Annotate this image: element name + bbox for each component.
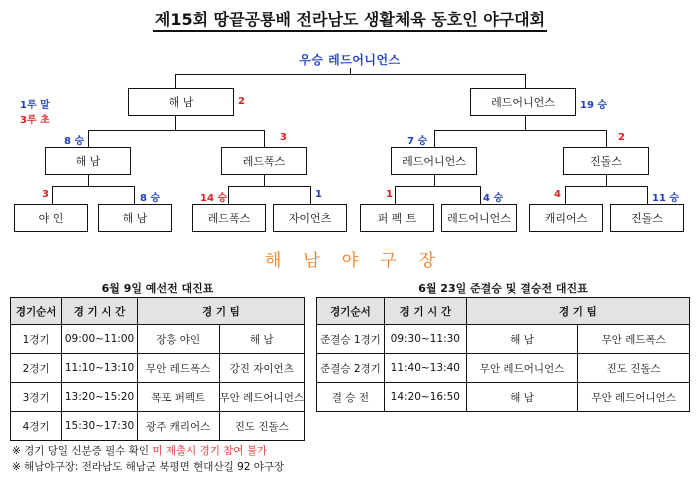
cell-time: 14:20~16:50 xyxy=(384,383,466,412)
table-row xyxy=(11,412,305,441)
cell-order: 준결승 2경기 xyxy=(317,354,385,383)
final-note-bottom: 3루 초 xyxy=(20,115,50,126)
cell-order: 1경기 xyxy=(11,325,62,354)
cell-time: 11:10~13:10 xyxy=(62,354,138,383)
r1-team-8: 진돌스 xyxy=(610,204,684,232)
note-id-warning: 미 제출시 경기 참여 불가 xyxy=(152,445,268,457)
table-header-row xyxy=(11,298,305,325)
cell-team1: 무안 레드폭스 xyxy=(137,354,219,383)
final-score-left: 2 xyxy=(238,96,245,107)
semi-score-4: 2 xyxy=(618,132,625,143)
header-teams: 경 기 팀 xyxy=(466,298,689,325)
semi-team-2: 레드폭스 xyxy=(221,147,307,175)
venue-title: 해남야구장 xyxy=(264,251,458,271)
cell-team2: 무안 레드폭스 xyxy=(578,325,690,354)
right-schedule-table xyxy=(316,297,690,412)
table-row xyxy=(317,354,690,383)
r1-team-7: 캐리어스 xyxy=(529,204,603,232)
left-schedule-table xyxy=(10,297,305,441)
page-title: 제15회 땅끝공룡배 전라남도 생활체육 동호인 야구대회 xyxy=(0,7,700,30)
cell-team2: 해 남 xyxy=(219,325,305,354)
cell-team2: 강진 자이언츠 xyxy=(219,354,305,383)
semi-score-2: 3 xyxy=(280,132,287,143)
r1-score-1: 3 xyxy=(42,189,49,200)
cell-team2: 무안 레드어니언스 xyxy=(578,383,690,412)
winner-label: 우승 레드어니언스 xyxy=(299,53,401,67)
cell-team1: 무안 레드어니언스 xyxy=(466,354,578,383)
cell-order: 준결승 1경기 xyxy=(317,325,385,354)
cell-time: 13:20~15:20 xyxy=(62,383,138,412)
r1-score-3: 14 승 xyxy=(200,193,228,204)
note-id-required xyxy=(12,443,267,458)
semi-score-3: 7 승 xyxy=(407,136,428,147)
cell-team2: 진도 진돌스 xyxy=(578,354,690,383)
cell-team1: 해 남 xyxy=(466,383,578,412)
left-table-caption: 6월 9일 예선전 대진표 xyxy=(101,282,214,295)
note-id-text: ※ 경기 당일 신분증 필수 확인 xyxy=(12,445,153,457)
final-team-left: 해 남 xyxy=(128,88,234,116)
r1-score-5: 1 xyxy=(386,189,393,200)
cell-time: 11:40~13:40 xyxy=(384,354,466,383)
table-row xyxy=(11,383,305,412)
cell-order: 4경기 xyxy=(11,412,62,441)
header-order: 경기순서 xyxy=(11,298,62,325)
r1-team-1: 야 인 xyxy=(14,204,88,232)
semi-team-4: 진돌스 xyxy=(563,147,649,175)
table-row xyxy=(11,325,305,354)
r1-score-6: 4 승 xyxy=(483,193,504,204)
right-table-caption: 6월 23일 준결승 및 결승전 대진표 xyxy=(418,282,588,295)
header-time: 경 기 시 간 xyxy=(384,298,466,325)
header-order: 경기순서 xyxy=(317,298,385,325)
cell-order: 2경기 xyxy=(11,354,62,383)
note-venue-address: ※ 해남야구장: 전라남도 해남군 북평면 현대산길 92 야구장 xyxy=(12,461,285,473)
table-row xyxy=(317,383,690,412)
r1-team-3: 레드폭스 xyxy=(192,204,266,232)
final-note-top: 1루 말 xyxy=(20,100,50,111)
header-teams: 경 기 팀 xyxy=(137,298,304,325)
r1-team-4: 자이언츠 xyxy=(273,204,347,232)
table-row xyxy=(11,354,305,383)
cell-team2: 무안 레드어니언스 xyxy=(219,383,305,412)
r1-team-2: 해 남 xyxy=(98,204,172,232)
semi-score-1: 8 승 xyxy=(64,136,85,147)
r1-team-5: 퍼 펙 트 xyxy=(360,204,434,232)
cell-time: 09:00~11:00 xyxy=(62,325,138,354)
cell-order: 결 승 전 xyxy=(317,383,385,412)
r1-score-7: 4 xyxy=(554,189,561,200)
cell-team2: 진도 진돌스 xyxy=(219,412,305,441)
final-score-right: 19 승 xyxy=(580,100,608,111)
cell-team1: 광주 캐리어스 xyxy=(137,412,219,441)
r1-team-6: 레드어니언스 xyxy=(441,204,517,232)
r1-score-8: 11 승 xyxy=(652,193,680,204)
table-row xyxy=(317,325,690,354)
cell-team1: 장흥 야인 xyxy=(137,325,219,354)
cell-time: 15:30~17:30 xyxy=(62,412,138,441)
r1-score-2: 8 승 xyxy=(140,193,161,204)
semi-team-1: 해 남 xyxy=(45,147,131,175)
semi-team-3: 레드어니언스 xyxy=(391,147,477,175)
cell-time: 09:30~11:30 xyxy=(384,325,466,354)
final-team-right: 레드어니언스 xyxy=(470,88,576,116)
table-header-row xyxy=(317,298,690,325)
header-time: 경 기 시 간 xyxy=(62,298,138,325)
cell-order: 3경기 xyxy=(11,383,62,412)
r1-score-4: 1 xyxy=(315,189,322,200)
cell-team1: 목포 퍼펙트 xyxy=(137,383,219,412)
cell-team1: 해 남 xyxy=(466,325,578,354)
